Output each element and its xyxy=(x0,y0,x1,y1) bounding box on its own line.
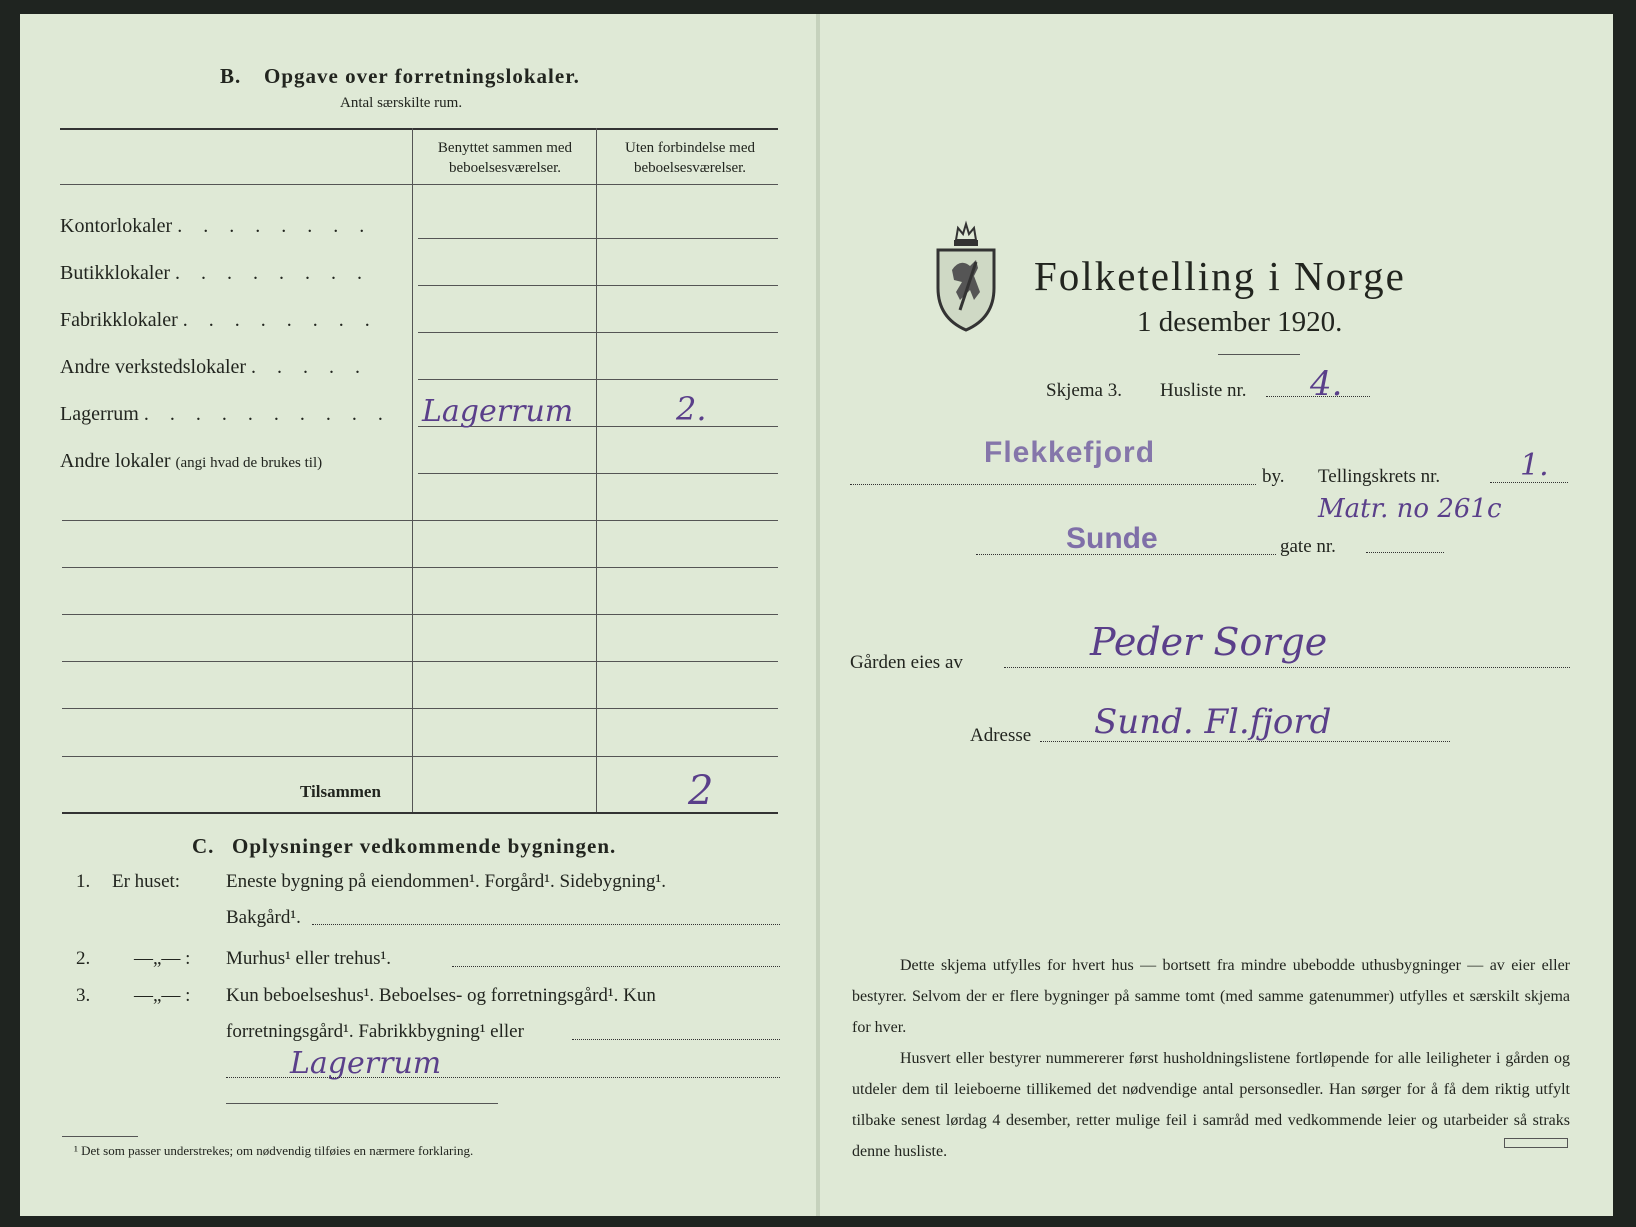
by-label: by. xyxy=(1262,466,1285,487)
title-underline xyxy=(1218,354,1300,355)
row-label-kontorlokaler: Kontorlokaler . . . . . . . . xyxy=(60,215,373,237)
printer-mark xyxy=(1504,1138,1568,1148)
gate-label: gate nr. xyxy=(1280,536,1336,557)
owner-line xyxy=(1004,667,1570,668)
address-label: Adresse xyxy=(970,725,1032,746)
table-top-rule xyxy=(60,128,778,130)
row-label-butikklokaler: Butikklokaler . . . . . . . . xyxy=(60,262,370,284)
lagerrum-handwritten-entry: Lagerrum xyxy=(422,394,574,429)
matrikkel-note: Matr. no 261c xyxy=(1318,494,1502,524)
item-1-number: 1. xyxy=(76,871,91,892)
section-b-letter: B. xyxy=(220,64,242,88)
item-2-text: Murhus¹ eller trehus¹. xyxy=(226,948,391,969)
item-2-number: 2. xyxy=(76,948,91,969)
document-title: Folketelling i Norge xyxy=(1034,253,1406,299)
fill-line xyxy=(572,1039,780,1040)
column-divider-2 xyxy=(596,128,597,814)
item-1-lead: Er huset: xyxy=(112,871,181,892)
item-1-text: Eneste bygning på eiendommen¹. Forgård¹. Sidebygning¹. xyxy=(226,871,666,892)
section-c-title: Oplysninger vedkommende bygningen. xyxy=(232,834,617,858)
row-rule xyxy=(418,332,778,333)
row-rule xyxy=(62,567,778,568)
section-c-letter: C. xyxy=(192,834,215,858)
footnote-rule xyxy=(62,1136,138,1137)
item-3-text-cont: forretningsgård¹. Fabrikkbygning¹ eller xyxy=(226,1021,524,1042)
fill-line xyxy=(452,966,780,967)
total-value: 2 xyxy=(688,768,714,814)
item-3-lead: —„— : xyxy=(134,985,191,1006)
item-3-text: Kun beboelseshus¹. Beboelses- og forretningsgård¹. Kun xyxy=(226,985,656,1006)
row-label-andre-verkstedslokaler: Andre verkstedslokaler . . . . . xyxy=(60,356,369,378)
husliste-label: Husliste nr. xyxy=(1160,380,1247,401)
row-rule xyxy=(418,379,778,380)
section-b-title: Opgave over forretningslokaler. xyxy=(264,64,580,88)
table-header-rule xyxy=(60,184,778,185)
city-stamp: Flekkefjord xyxy=(984,436,1156,469)
instructions-paragraph-2: Husvert eller bestyrer nummererer først husholdningslistene fortløpende for alle leiligheter i gården og utdeler dem til leieboerne tillikemed det nødvendige antal personsedler. Han sørger for å få dem riktig utfylt tilbake senest lørdag 4 desember, retter mulige feil i samråd med vedkommende leier og utarbeider så straks denne husliste. xyxy=(852,1050,1570,1160)
row-rule xyxy=(62,708,778,709)
instructions-paragraph-1: Dette skjema utfylles for hvert hus — bortsett fra mindre ubebodde uthusbygninger — av eier eller bestyrer. Selvom der er flere bygninger på samme tomt (med samme gatenummer) utfylles et særskilt skjema for hver. xyxy=(852,957,1570,1036)
fill-line xyxy=(226,1077,780,1078)
row-label-lagerrum: Lagerrum . . . . . . . . . . xyxy=(60,403,391,425)
section-b-subtitle: Antal særskilte rum. xyxy=(340,95,463,111)
row-label-andre-lokaler: Andre lokaler (angi hvad de brukes til) xyxy=(60,450,323,472)
husliste-number: 4. xyxy=(1310,364,1343,404)
tellingskrets-label: Tellingskrets nr. xyxy=(1318,466,1441,487)
fill-line xyxy=(226,1103,498,1104)
owner-name: Peder Sorge xyxy=(1090,620,1328,664)
gate-number-line xyxy=(1366,552,1444,553)
row-rule xyxy=(62,520,778,521)
norwegian-coat-of-arms-icon xyxy=(930,218,1002,336)
census-date: 1 desember 1920. xyxy=(1137,306,1343,338)
owner-label: Gården eies av xyxy=(850,652,963,673)
item-1-text-cont: Bakgård¹. xyxy=(226,907,301,928)
footnote: ¹ Det som passer understrekes; om nødvendig tilføies en nærmere forklaring. xyxy=(74,1143,474,1158)
column-divider-1 xyxy=(412,128,413,814)
column-header-with-dwelling: Benyttet sammen med beboelsesværelser. xyxy=(437,140,573,176)
row-rule xyxy=(62,614,778,615)
total-bottom-rule xyxy=(62,812,778,814)
building-use-handwritten: Lagerrum xyxy=(290,1046,442,1081)
street-line xyxy=(976,554,1276,555)
street-stamp: Sunde xyxy=(1066,522,1158,555)
item-2-lead: —„— : xyxy=(134,948,191,969)
fill-line xyxy=(312,924,780,925)
row-rule xyxy=(62,661,778,662)
row-rule xyxy=(418,285,778,286)
total-label: Tilsammen xyxy=(300,782,381,801)
address-value: Sund. Fl.fjord xyxy=(1094,702,1332,742)
item-3-number: 3. xyxy=(76,985,91,1006)
row-rule xyxy=(418,238,778,239)
page-fold xyxy=(816,14,820,1216)
tellingskrets-number: 1. xyxy=(1520,448,1549,483)
total-top-rule xyxy=(62,756,778,757)
row-rule xyxy=(418,473,778,474)
skjema-label: Skjema 3. xyxy=(1046,380,1122,401)
lagerrum-count: 2. xyxy=(676,390,707,428)
city-line xyxy=(850,484,1256,485)
column-header-without-dwelling: Uten forbindelse med beboelsesværelser. xyxy=(625,140,755,176)
row-label-fabrikklokaler: Fabrikklokaler . . . . . . . . xyxy=(60,309,378,331)
